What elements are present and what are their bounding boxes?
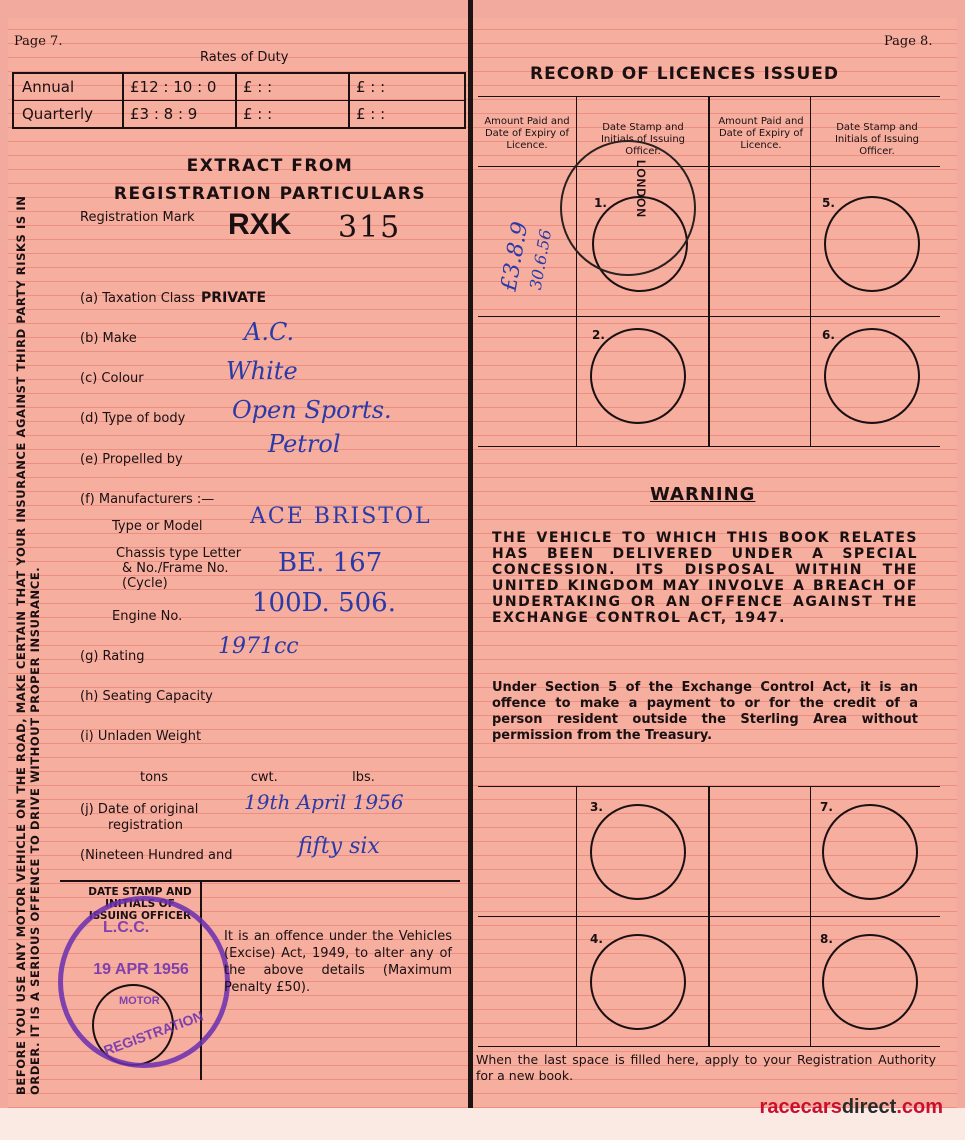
grid-line [810,96,811,446]
handwritten-model: ACE BRISTOL [250,504,432,529]
grid-line [478,916,940,917]
book-spine [468,0,473,1112]
watermark-logo [760,1096,943,1119]
duty-cell: £12 : 10 : 0 [124,74,237,100]
record-header-amount-2: Amount Paid and Date of Expiry of Licence. [718,116,804,151]
duty-row-label: Annual [14,74,124,100]
slot-number: 3. [590,800,603,814]
licence-circle [822,804,918,900]
insurance-warning-vertical: BEFORE YOU USE ANY MOTOR VEHICLE ON THE ROAD, MAKE CERTAIN THAT YOUR INSURANCE AGAINST THIRD PARTY RISKS IS IN ORDER. IT IS A SERIOUS OFFENCE TO DRIVE WITHOUT PROPER INSURANCE. [14,195,42,1095]
extract-title [100,152,440,208]
stamp-authority: L.C.C. [103,919,150,936]
stamp-motor: MOTOR [119,995,160,1007]
grid-line [478,166,940,167]
chassis-label-line: & No./Frame No. [122,561,229,576]
original-date-line: registration [108,818,184,833]
rating-label: (g) Rating [80,649,145,664]
page-number-left: Page 7. [14,34,63,49]
duty-title: Rates of Duty [200,50,289,65]
duty-row-annual [14,74,464,101]
slot-number: 2. [592,328,605,342]
licence-expiry-1: 30.6.56 [525,227,556,292]
propelled-label: (e) Propelled by [80,452,183,467]
grid-line [708,96,710,446]
grid-line [576,96,577,446]
handwritten-engine: 100D. 506. [252,588,396,618]
duty-table [12,72,466,129]
record-header-stamp-1: Date Stamp and Initials of Issuing Officer. [600,122,686,157]
body-type-label: (d) Type of body [80,411,186,426]
extract-title-line2: REGISTRATION PARTICULARS [113,184,427,204]
duty-row-label: Quarterly [14,101,124,127]
new-book-note: When the last space is filled here, apply to your Registration Authority for a new book. [476,1052,936,1083]
model-label: Type or Model [112,519,203,534]
colour-label: (c) Colour [80,371,144,386]
grid-line [478,1046,940,1047]
engine-label: Engine No. [112,609,183,624]
offence-notice: It is an offence under the Vehicles (Excise) Act, 1949, to alter any of the above details (Maximum Penalty £50). [224,929,452,995]
registration-letters: RXK [228,208,292,241]
registration-digits: 315 [338,210,402,245]
licence-circle [824,196,920,292]
slot-number: 7. [820,800,833,814]
slot-number: 4. [590,932,603,946]
unladen-weight-label: (i) Unladen Weight [80,729,202,744]
make-label: (b) Make [80,331,137,346]
duty-cell: £ : : [356,78,386,96]
record-title: RECORD OF LICENCES ISSUED [530,64,840,84]
licence-amount-1: £3.8.9 [496,219,534,294]
handwritten-rating: 1971cc [218,634,299,659]
stamp-date: 19 APR 1956 [93,961,189,978]
chassis-label-line: (Cycle) [122,576,168,591]
watermark-part: .com [896,1096,943,1118]
licence-circle [590,934,686,1030]
slot-number: 5. [822,196,835,210]
handwritten-propelled: Petrol [268,430,341,458]
exchange-control-notice: Under Section 5 of the Exchange Control Act, it is an offence to make a payment to or for the credit of a person resident outside the Sterling Area without permission from the Treasury. [492,680,918,743]
weight-units: tons cwt. lbs. [140,770,375,785]
handwritten-body: Open Sports. [232,396,392,424]
manufacturers-label: (f) Manufacturers :— [80,492,215,507]
taxation-class-label: (a) Taxation Class [80,291,195,306]
record-header-stamp-2: Date Stamp and Initials of Issuing Officer. [834,122,920,157]
slot-number: 1. [594,196,607,210]
duty-cell: £ : : [237,74,350,100]
london-postmark [560,140,696,276]
duty-row-quarterly [14,101,464,127]
duty-cell: £ : : [356,105,386,123]
duty-cell: £ : : [237,101,350,127]
duty-cell: £3 : 8 : 9 [124,101,237,127]
original-date-label [80,802,198,834]
grid-line [478,446,940,447]
registration-office-stamp [58,896,230,1068]
registration-mark-label: Registration Mark [80,210,195,225]
licence-circle [824,328,920,424]
warning-title: WARNING [650,484,756,505]
stamp-registration: REGISTRATION [101,1007,206,1059]
seating-label: (h) Seating Capacity [80,689,213,704]
watermark-part: racecars [759,1096,842,1118]
licence-circle [590,328,686,424]
licence-circle [590,804,686,900]
page-number-right: Page 8. [884,34,933,49]
extract-title-line1: EXTRACT FROM [186,156,354,176]
handwritten-make: A.C. [244,318,295,346]
handwritten-colour: White [226,357,298,385]
original-date-line: (j) Date of original [80,802,199,817]
handwritten-year: fifty six [298,834,380,859]
chassis-label [116,546,241,591]
slot-number: 8. [820,932,833,946]
record-header-amount-1: Amount Paid and Date of Expiry of Licence. [484,116,570,151]
taxation-class-field [80,290,266,306]
watermark-part: direct [841,1096,897,1118]
grid-line [478,316,940,317]
chassis-label-line: Chassis type Letter [116,546,242,561]
taxation-class-value: PRIVATE [201,290,267,306]
handwritten-chassis: BE. 167 [278,548,383,578]
nineteen-hundred-label: (Nineteen Hundred and [80,848,233,863]
postmark-text: LONDON [634,160,648,218]
handwritten-date: 19th April 1956 [244,790,404,814]
warning-body: THE VEHICLE TO WHICH THIS BOOK RELATES HAS BEEN DELIVERED UNDER A SPECIAL CONCESSION. ITS DISPOSAL WITHIN THE UNITED KINGDOM MAY INVOLVE A BREACH OF UNDERTAKING OR AN OFFENCE AGAINST THE EXCHANGE CONTROL ACT, 1947. [492,530,918,626]
stamp-box-label: DATE STAMP AND INITIALS OF ISSUING OFFICER [88,886,192,922]
licence-circle [822,934,918,1030]
slot-number: 6. [822,328,835,342]
